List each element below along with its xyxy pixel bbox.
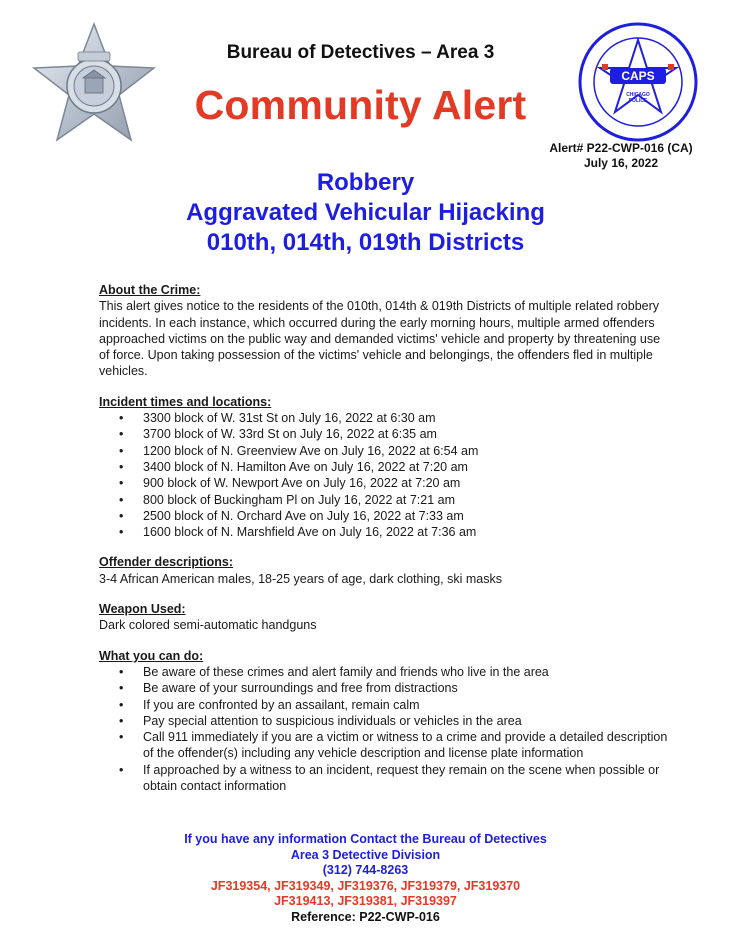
svg-text:CHICAGO: CHICAGO (626, 92, 650, 98)
alert-number: Alert# P22-CWP-016 (CA) (549, 141, 693, 155)
headline (40, 168, 691, 258)
contact-line: If you have any information Contact the Bureau of Detectives (184, 832, 547, 846)
alert-body (99, 282, 671, 794)
page-title: Community Alert (194, 82, 527, 128)
caps-seal-icon (576, 20, 700, 144)
incident-item: • 1200 block of N. Greenview Ave on July 16, 2022 at 6:54 am (99, 443, 671, 459)
weapon-text: Dark colored semi-automatic handguns (99, 618, 317, 633)
incidents-heading: Incident times and locations: (99, 394, 272, 409)
offender-heading: Offender descriptions: (99, 555, 234, 570)
alert-date: July 16, 2022 (583, 156, 659, 170)
incident-list (99, 410, 671, 540)
division-line: Area 3 Detective Division (290, 847, 441, 862)
action-item: • Pay special attention to suspicious individuals or vehicles in the area (99, 713, 671, 729)
headline-crime: Robbery (316, 169, 415, 196)
action-item: • If you are confronted by an assailant, remain calm (99, 697, 671, 713)
offender-text: 3-4 African American males, 18-25 years of age, dark clothing, ski masks (99, 571, 502, 586)
bureau-heading: Bureau of Detectives – Area 3 (226, 42, 495, 63)
contact-footer (60, 832, 671, 925)
weapon-heading: Weapon Used: (99, 602, 186, 617)
action-item: • Call 911 immediately if you are a victim or witness to a crime and provide a detailed description of the offender(s) including any vehicle description and license plate information (99, 729, 671, 762)
headline-districts: 010th, 014th, 019th Districts (206, 229, 525, 256)
incident-item: • 1600 block of N. Marshfield Ave on July 16, 2022 at 7:36 am (99, 524, 671, 540)
reference-line: Reference: P22-CWP-016 (291, 909, 440, 924)
action-item: • Be aware of your surroundings and free from distractions (99, 680, 671, 696)
crime-heading: About the Crime: (99, 283, 201, 297)
actions-list (99, 664, 671, 794)
alert-meta (541, 141, 701, 171)
action-item: • If approached by a witness to an incident, request they remain on the scene when possible or obtain contact information (99, 762, 671, 795)
incident-item: • 3300 block of W. 31st St on July 16, 2022 at 6:30 am (99, 410, 671, 426)
phone-number: (312) 744-8263 (322, 863, 409, 877)
svg-text:POLICE: POLICE (628, 98, 648, 104)
case-numbers-line-2: JF319413, JF319381, JF319397 (274, 894, 457, 908)
action-item: • Be aware of these crimes and alert family and friends who live in the area (99, 664, 671, 680)
incident-item: • 2500 block of N. Orchard Ave on July 16, 2022 at 7:33 am (99, 508, 671, 524)
case-numbers-line-1: JF319354, JF319349, JF319376, JF319379, JF319370 (210, 878, 521, 893)
svg-text:CAPS: CAPS (621, 69, 655, 83)
incident-item: • 800 block of Buckingham Pl on July 16, 2022 at 7:21 am (99, 492, 671, 508)
police-star-badge-icon (32, 22, 156, 146)
headline-offense: Aggravated Vehicular Hijacking (186, 199, 545, 226)
actions-heading: What you can do: (99, 648, 204, 663)
incident-item: • 900 block of W. Newport Ave on July 16, 2022 at 7:20 am (99, 475, 671, 491)
incident-item: • 3700 block of W. 33rd St on July 16, 2022 at 6:35 am (99, 426, 671, 442)
crime-text: This alert gives notice to the residents of the 010th, 014th & 019th Districts of multiple related robbery incidents. In each instance, which occurred during the early morning hours, multiple armed offenders approached victims on the public way and demanded victims' vehicle and property by threatening use of force. Upon taking possession of the victims' vehicle and belongings, the offenders fled in multiple vehicles. (99, 299, 661, 379)
incident-item: • 3400 block of N. Hamilton Ave on July 16, 2022 at 7:20 am (99, 459, 671, 475)
